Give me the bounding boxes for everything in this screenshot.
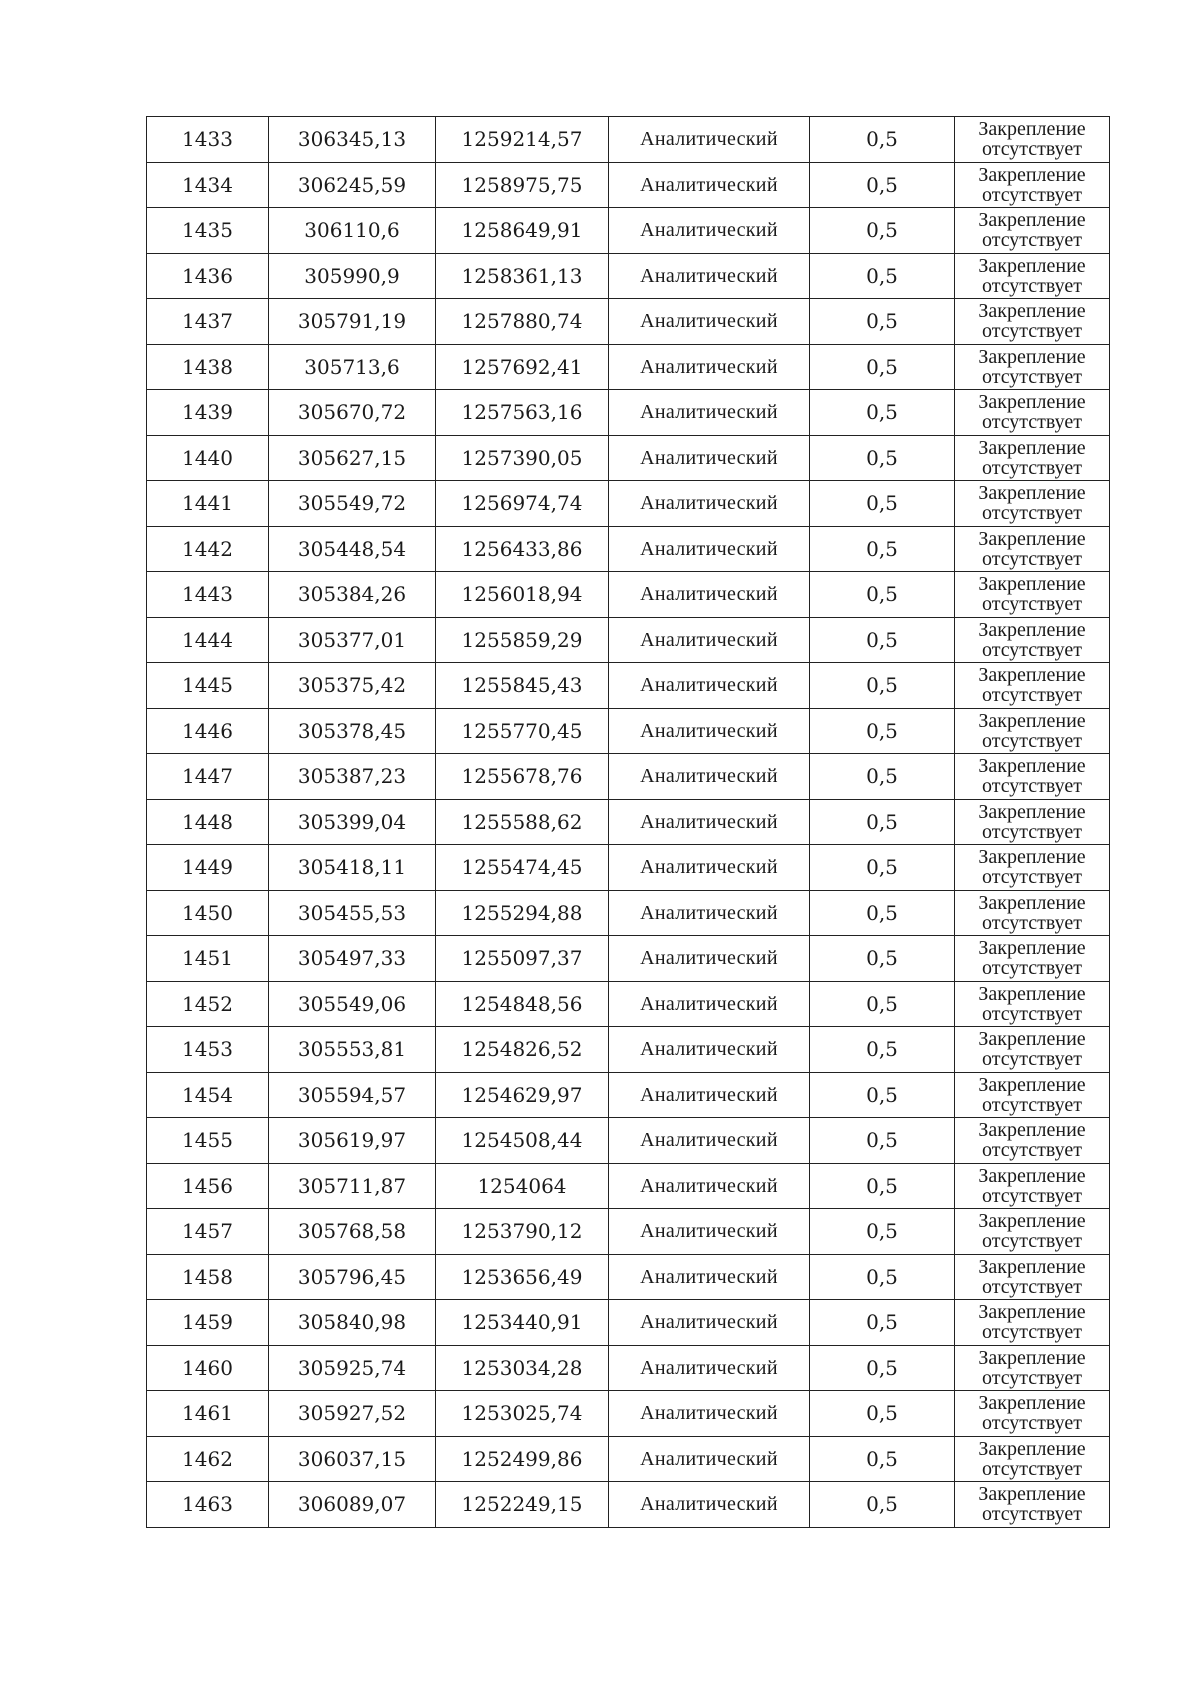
method-cell: Аналитический [609, 936, 810, 982]
accuracy-cell: 0,5 [810, 663, 955, 709]
accuracy-cell: 0,5 [810, 253, 955, 299]
fixation-line-1: Закрепление [978, 1164, 1086, 1187]
method-cell: Аналитический [609, 572, 810, 618]
table-row [147, 617, 1110, 663]
fixation-cell [955, 617, 1110, 663]
fixation-line-1: Закрепление [978, 1483, 1086, 1506]
y-coordinate-cell: 1257563,16 [436, 390, 609, 436]
accuracy-cell: 0,5 [810, 936, 955, 982]
fixation-line-1: Закрепление [978, 709, 1086, 732]
accuracy-cell: 0,5 [810, 1254, 955, 1300]
table-row [147, 663, 1110, 709]
fixation-line-2: отсутствует [981, 1503, 1083, 1526]
x-coordinate-cell: 305711,87 [269, 1163, 436, 1209]
method-cell: Аналитический [609, 1254, 810, 1300]
x-coordinate-cell: 305670,72 [269, 390, 436, 436]
table-row [147, 845, 1110, 891]
method-cell: Аналитический [609, 1163, 810, 1209]
accuracy-cell: 0,5 [810, 708, 955, 754]
fixation-cell [955, 936, 1110, 982]
table-row [147, 981, 1110, 1027]
point-number-cell: 1449 [147, 845, 269, 891]
fixation-cell [955, 1300, 1110, 1346]
y-coordinate-cell: 1253790,12 [436, 1209, 609, 1255]
method-cell: Аналитический [609, 481, 810, 527]
y-coordinate-cell: 1252499,86 [436, 1436, 609, 1482]
point-number-cell: 1443 [147, 572, 269, 618]
fixation-line-1: Закрепление [978, 846, 1086, 869]
x-coordinate-cell: 305840,98 [269, 1300, 436, 1346]
x-coordinate-cell: 305384,26 [269, 572, 436, 618]
x-coordinate-cell: 306089,07 [269, 1482, 436, 1528]
fixation-cell [955, 708, 1110, 754]
coordinates-table [146, 116, 1110, 1528]
fixation-line-2: отсутствует [981, 365, 1083, 388]
point-number-cell: 1459 [147, 1300, 269, 1346]
fixation-cell [955, 981, 1110, 1027]
method-cell: Аналитический [609, 890, 810, 936]
fixation-line-2: отсутствует [981, 1184, 1083, 1207]
table-row [147, 162, 1110, 208]
point-number-cell: 1463 [147, 1482, 269, 1528]
accuracy-cell: 0,5 [810, 754, 955, 800]
method-cell: Аналитический [609, 526, 810, 572]
fixation-line-2: отсутствует [981, 638, 1083, 661]
accuracy-cell: 0,5 [810, 435, 955, 481]
fixation-line-1: Закрепление [978, 891, 1086, 914]
accuracy-cell: 0,5 [810, 526, 955, 572]
accuracy-cell: 0,5 [810, 1027, 955, 1073]
x-coordinate-cell: 306037,15 [269, 1436, 436, 1482]
x-coordinate-cell: 305399,04 [269, 799, 436, 845]
y-coordinate-cell: 1256433,86 [436, 526, 609, 572]
fixation-line-1: Закрепление [978, 937, 1086, 960]
table-row [147, 890, 1110, 936]
fixation-line-1: Закрепление [978, 482, 1086, 505]
fixation-line-2: отсутствует [981, 775, 1083, 798]
fixation-line-1: Закрепление [978, 573, 1086, 596]
table-row [147, 117, 1110, 163]
fixation-line-2: отсутствует [981, 684, 1083, 707]
table-row [147, 208, 1110, 254]
fixation-line-1: Закрепление [978, 800, 1086, 823]
fixation-line-1: Закрепление [978, 1210, 1086, 1233]
fixation-cell [955, 1163, 1110, 1209]
y-coordinate-cell: 1253034,28 [436, 1345, 609, 1391]
fixation-line-2: отсутствует [981, 229, 1083, 252]
y-coordinate-cell: 1256974,74 [436, 481, 609, 527]
accuracy-cell: 0,5 [810, 799, 955, 845]
x-coordinate-cell: 305925,74 [269, 1345, 436, 1391]
fixation-line-1: Закрепление [978, 1073, 1086, 1096]
x-coordinate-cell: 305627,15 [269, 435, 436, 481]
point-number-cell: 1453 [147, 1027, 269, 1073]
y-coordinate-cell: 1258361,13 [436, 253, 609, 299]
y-coordinate-cell: 1258975,75 [436, 162, 609, 208]
y-coordinate-cell: 1255845,43 [436, 663, 609, 709]
x-coordinate-cell: 305791,19 [269, 299, 436, 345]
table-row [147, 936, 1110, 982]
point-number-cell: 1451 [147, 936, 269, 982]
method-cell: Аналитический [609, 1345, 810, 1391]
fixation-line-1: Закрепление [978, 1301, 1086, 1324]
accuracy-cell: 0,5 [810, 1300, 955, 1346]
fixation-line-1: Закрепление [978, 527, 1086, 550]
table-row [147, 390, 1110, 436]
fixation-line-2: отсутствует [981, 456, 1083, 479]
fixation-cell [955, 1345, 1110, 1391]
method-cell: Аналитический [609, 845, 810, 891]
accuracy-cell: 0,5 [810, 572, 955, 618]
fixation-line-1: Закрепление [978, 118, 1086, 141]
point-number-cell: 1444 [147, 617, 269, 663]
accuracy-cell: 0,5 [810, 890, 955, 936]
fixation-cell [955, 1118, 1110, 1164]
fixation-cell [955, 208, 1110, 254]
table-row [147, 1391, 1110, 1437]
point-number-cell: 1434 [147, 162, 269, 208]
x-coordinate-cell: 305768,58 [269, 1209, 436, 1255]
method-cell: Аналитический [609, 663, 810, 709]
fixation-line-1: Закрепление [978, 1119, 1086, 1142]
method-cell: Аналитический [609, 435, 810, 481]
fixation-line-1: Закрепление [978, 1392, 1086, 1415]
accuracy-cell: 0,5 [810, 617, 955, 663]
fixation-line-1: Закрепление [978, 1346, 1086, 1369]
fixation-line-1: Закрепление [978, 345, 1086, 368]
x-coordinate-cell: 305455,53 [269, 890, 436, 936]
point-number-cell: 1447 [147, 754, 269, 800]
point-number-cell: 1441 [147, 481, 269, 527]
y-coordinate-cell: 1258649,91 [436, 208, 609, 254]
method-cell: Аналитический [609, 1072, 810, 1118]
table-row [147, 1072, 1110, 1118]
point-number-cell: 1452 [147, 981, 269, 1027]
point-number-cell: 1450 [147, 890, 269, 936]
fixation-cell [955, 390, 1110, 436]
accuracy-cell: 0,5 [810, 1391, 955, 1437]
fixation-cell [955, 1027, 1110, 1073]
y-coordinate-cell: 1255859,29 [436, 617, 609, 663]
y-coordinate-cell: 1254848,56 [436, 981, 609, 1027]
fixation-cell [955, 299, 1110, 345]
table-row [147, 344, 1110, 390]
accuracy-cell: 0,5 [810, 1163, 955, 1209]
fixation-line-2: отсутствует [981, 1048, 1083, 1071]
y-coordinate-cell: 1257880,74 [436, 299, 609, 345]
x-coordinate-cell: 305549,06 [269, 981, 436, 1027]
point-number-cell: 1456 [147, 1163, 269, 1209]
point-number-cell: 1437 [147, 299, 269, 345]
fixation-line-2: отсутствует [981, 866, 1083, 889]
point-number-cell: 1448 [147, 799, 269, 845]
fixation-line-2: отсутствует [981, 1139, 1083, 1162]
point-number-cell: 1440 [147, 435, 269, 481]
fixation-line-1: Закрепление [978, 436, 1086, 459]
point-number-cell: 1433 [147, 117, 269, 163]
table-row [147, 481, 1110, 527]
table-row [147, 1482, 1110, 1528]
fixation-line-2: отсутствует [981, 911, 1083, 934]
table-row [147, 435, 1110, 481]
table-row [147, 1118, 1110, 1164]
method-cell: Аналитический [609, 344, 810, 390]
fixation-cell [955, 890, 1110, 936]
point-number-cell: 1455 [147, 1118, 269, 1164]
fixation-line-2: отсутствует [981, 1321, 1083, 1344]
fixation-line-1: Закрепление [978, 254, 1086, 277]
accuracy-cell: 0,5 [810, 1436, 955, 1482]
x-coordinate-cell: 305387,23 [269, 754, 436, 800]
method-cell: Аналитический [609, 708, 810, 754]
fixation-line-2: отсутствует [981, 957, 1083, 980]
method-cell: Аналитический [609, 1300, 810, 1346]
x-coordinate-cell: 305448,54 [269, 526, 436, 572]
fixation-line-2: отсутствует [981, 1230, 1083, 1253]
accuracy-cell: 0,5 [810, 481, 955, 527]
fixation-line-1: Закрепление [978, 209, 1086, 232]
x-coordinate-cell: 306345,13 [269, 117, 436, 163]
x-coordinate-cell: 305418,11 [269, 845, 436, 891]
fixation-cell [955, 435, 1110, 481]
table-row [147, 754, 1110, 800]
accuracy-cell: 0,5 [810, 117, 955, 163]
fixation-cell [955, 845, 1110, 891]
fixation-cell [955, 526, 1110, 572]
table-row [147, 1209, 1110, 1255]
point-number-cell: 1446 [147, 708, 269, 754]
x-coordinate-cell: 305377,01 [269, 617, 436, 663]
y-coordinate-cell: 1256018,94 [436, 572, 609, 618]
point-number-cell: 1460 [147, 1345, 269, 1391]
y-coordinate-cell: 1255588,62 [436, 799, 609, 845]
x-coordinate-cell: 305619,97 [269, 1118, 436, 1164]
coordinates-table-body [147, 117, 1110, 1528]
x-coordinate-cell: 305927,52 [269, 1391, 436, 1437]
y-coordinate-cell: 1254826,52 [436, 1027, 609, 1073]
table-row [147, 1027, 1110, 1073]
method-cell: Аналитический [609, 799, 810, 845]
point-number-cell: 1461 [147, 1391, 269, 1437]
fixation-line-1: Закрепление [978, 1028, 1086, 1051]
accuracy-cell: 0,5 [810, 1209, 955, 1255]
y-coordinate-cell: 1253440,91 [436, 1300, 609, 1346]
fixation-line-2: отсутствует [981, 1093, 1083, 1116]
x-coordinate-cell: 306110,6 [269, 208, 436, 254]
method-cell: Аналитический [609, 299, 810, 345]
fixation-line-2: отсутствует [981, 1002, 1083, 1025]
accuracy-cell: 0,5 [810, 981, 955, 1027]
accuracy-cell: 0,5 [810, 344, 955, 390]
fixation-line-1: Закрепление [978, 618, 1086, 641]
point-number-cell: 1462 [147, 1436, 269, 1482]
point-number-cell: 1458 [147, 1254, 269, 1300]
method-cell: Аналитический [609, 1027, 810, 1073]
y-coordinate-cell: 1253025,74 [436, 1391, 609, 1437]
fixation-cell [955, 572, 1110, 618]
fixation-line-2: отсутствует [981, 547, 1083, 570]
method-cell: Аналитический [609, 390, 810, 436]
fixation-line-2: отсутствует [981, 820, 1083, 843]
point-number-cell: 1439 [147, 390, 269, 436]
fixation-cell [955, 754, 1110, 800]
fixation-cell [955, 1436, 1110, 1482]
table-row [147, 1254, 1110, 1300]
accuracy-cell: 0,5 [810, 1072, 955, 1118]
y-coordinate-cell: 1255770,45 [436, 708, 609, 754]
fixation-line-2: отсутствует [981, 411, 1083, 434]
fixation-line-1: Закрепление [978, 163, 1086, 186]
x-coordinate-cell: 305549,72 [269, 481, 436, 527]
point-number-cell: 1438 [147, 344, 269, 390]
y-coordinate-cell: 1257692,41 [436, 344, 609, 390]
fixation-line-1: Закрепление [978, 664, 1086, 687]
accuracy-cell: 0,5 [810, 1345, 955, 1391]
fixation-line-2: отсутствует [981, 138, 1083, 161]
table-row [147, 253, 1110, 299]
fixation-cell [955, 162, 1110, 208]
y-coordinate-cell: 1255294,88 [436, 890, 609, 936]
x-coordinate-cell: 305990,9 [269, 253, 436, 299]
table-row [147, 1300, 1110, 1346]
method-cell: Аналитический [609, 1482, 810, 1528]
fixation-line-2: отсутствует [981, 274, 1083, 297]
method-cell: Аналитический [609, 208, 810, 254]
method-cell: Аналитический [609, 253, 810, 299]
point-number-cell: 1457 [147, 1209, 269, 1255]
x-coordinate-cell: 305378,45 [269, 708, 436, 754]
x-coordinate-cell: 305375,42 [269, 663, 436, 709]
y-coordinate-cell: 1254629,97 [436, 1072, 609, 1118]
method-cell: Аналитический [609, 1436, 810, 1482]
accuracy-cell: 0,5 [810, 390, 955, 436]
table-row [147, 1163, 1110, 1209]
accuracy-cell: 0,5 [810, 162, 955, 208]
fixation-line-1: Закрепление [978, 391, 1086, 414]
method-cell: Аналитический [609, 1118, 810, 1164]
table-row [147, 799, 1110, 845]
method-cell: Аналитический [609, 617, 810, 663]
accuracy-cell: 0,5 [810, 299, 955, 345]
point-number-cell: 1435 [147, 208, 269, 254]
x-coordinate-cell: 305796,45 [269, 1254, 436, 1300]
table-row [147, 708, 1110, 754]
method-cell: Аналитический [609, 117, 810, 163]
fixation-cell [955, 1482, 1110, 1528]
fixation-cell [955, 481, 1110, 527]
point-number-cell: 1442 [147, 526, 269, 572]
fixation-line-2: отсутствует [981, 183, 1083, 206]
accuracy-cell: 0,5 [810, 1482, 955, 1528]
fixation-cell [955, 1254, 1110, 1300]
fixation-cell [955, 344, 1110, 390]
x-coordinate-cell: 305553,81 [269, 1027, 436, 1073]
fixation-cell [955, 253, 1110, 299]
accuracy-cell: 0,5 [810, 845, 955, 891]
fixation-line-2: отсутствует [981, 1457, 1083, 1480]
fixation-line-2: отсутствует [981, 320, 1083, 343]
y-coordinate-cell: 1259214,57 [436, 117, 609, 163]
y-coordinate-cell: 1255097,37 [436, 936, 609, 982]
fixation-line-2: отсутствует [981, 1275, 1083, 1298]
method-cell: Аналитический [609, 981, 810, 1027]
fixation-cell [955, 1391, 1110, 1437]
fixation-line-1: Закрепление [978, 1437, 1086, 1460]
fixation-line-2: отсутствует [981, 1412, 1083, 1435]
fixation-cell [955, 1072, 1110, 1118]
x-coordinate-cell: 306245,59 [269, 162, 436, 208]
table-row [147, 572, 1110, 618]
fixation-cell [955, 117, 1110, 163]
x-coordinate-cell: 305594,57 [269, 1072, 436, 1118]
point-number-cell: 1454 [147, 1072, 269, 1118]
y-coordinate-cell: 1254064 [436, 1163, 609, 1209]
x-coordinate-cell: 305497,33 [269, 936, 436, 982]
y-coordinate-cell: 1254508,44 [436, 1118, 609, 1164]
accuracy-cell: 0,5 [810, 208, 955, 254]
fixation-line-1: Закрепление [978, 755, 1086, 778]
table-row [147, 526, 1110, 572]
fixation-line-2: отсутствует [981, 593, 1083, 616]
table-row [147, 1345, 1110, 1391]
method-cell: Аналитический [609, 1209, 810, 1255]
method-cell: Аналитический [609, 754, 810, 800]
point-number-cell: 1445 [147, 663, 269, 709]
fixation-line-1: Закрепление [978, 300, 1086, 323]
fixation-line-1: Закрепление [978, 1255, 1086, 1278]
y-coordinate-cell: 1252249,15 [436, 1482, 609, 1528]
accuracy-cell: 0,5 [810, 1118, 955, 1164]
fixation-cell [955, 663, 1110, 709]
method-cell: Аналитический [609, 1391, 810, 1437]
fixation-line-1: Закрепление [978, 982, 1086, 1005]
table-row [147, 299, 1110, 345]
x-coordinate-cell: 305713,6 [269, 344, 436, 390]
table-row [147, 1436, 1110, 1482]
fixation-cell [955, 799, 1110, 845]
fixation-line-2: отсутствует [981, 1366, 1083, 1389]
y-coordinate-cell: 1253656,49 [436, 1254, 609, 1300]
y-coordinate-cell: 1257390,05 [436, 435, 609, 481]
fixation-line-2: отсутствует [981, 502, 1083, 525]
y-coordinate-cell: 1255678,76 [436, 754, 609, 800]
y-coordinate-cell: 1255474,45 [436, 845, 609, 891]
method-cell: Аналитический [609, 162, 810, 208]
point-number-cell: 1436 [147, 253, 269, 299]
fixation-cell [955, 1209, 1110, 1255]
fixation-line-2: отсутствует [981, 729, 1083, 752]
